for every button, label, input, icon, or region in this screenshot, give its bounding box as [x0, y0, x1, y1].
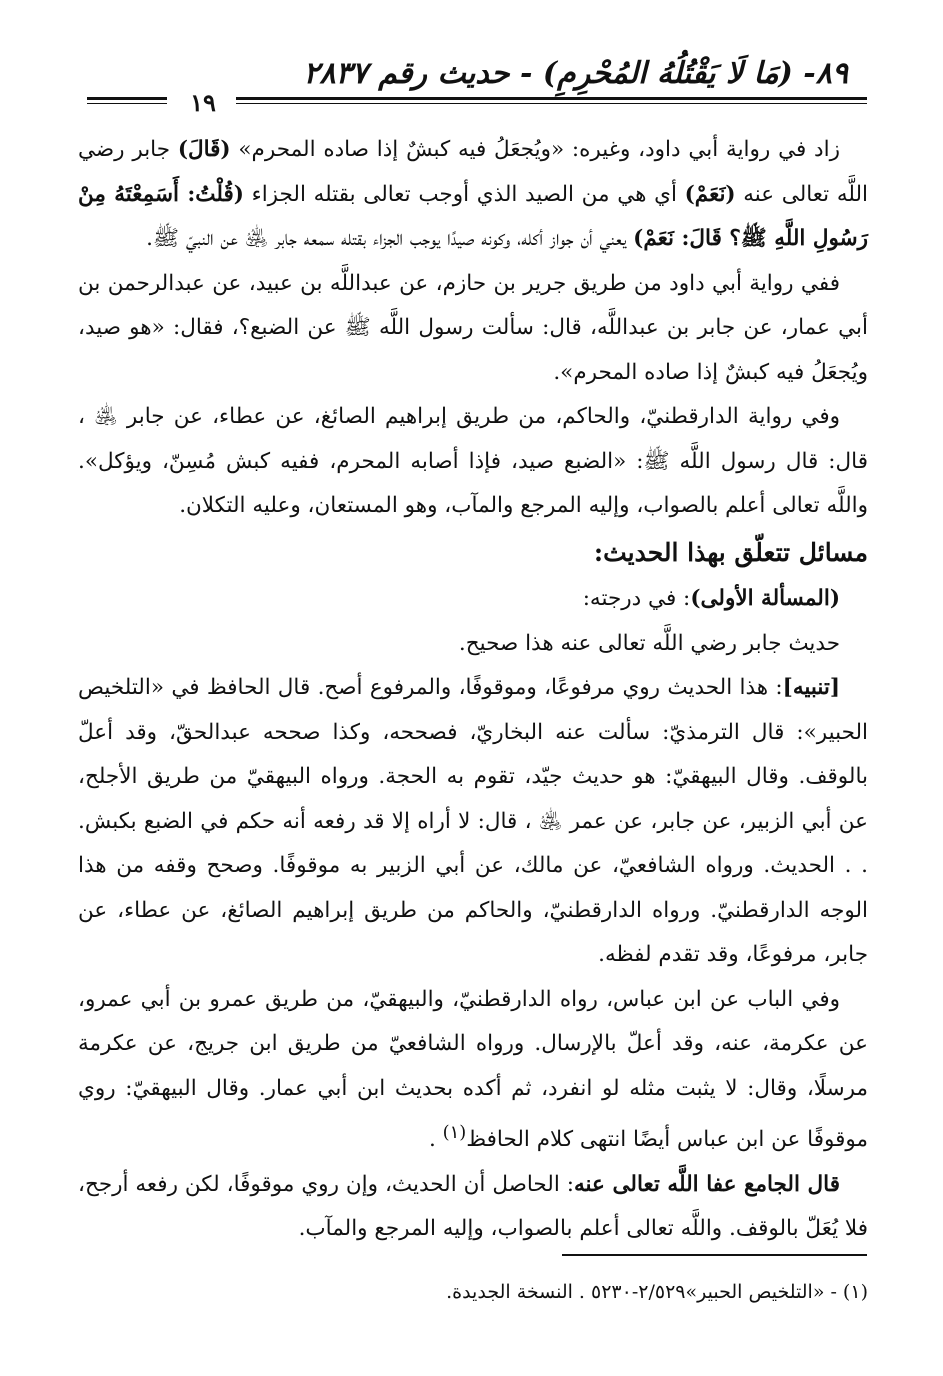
text-run: يعني أن جواز أكله، وكونه صيدًا يوجب الجزاء بقتله سمعه جابر ﵁ عن النبيّ ﷺ.	[146, 226, 634, 251]
header-rule-long-lower	[236, 103, 867, 104]
footnote-marker: (١)	[442, 1122, 467, 1143]
paragraph-2: ففي رواية أبي داود من طريق جرير بن حازم، عن عبداللَّه بن عبيد، عن عبدالرحمن بن أبي عمار، عن جابر بن عبداللَّه، قال: سألت رسول اللَّه ﷺ عن الضبع؟، فقال: «هو صيد، ويُجعَلُ فيه كبشٌ إذا صاده المحرم».	[78, 270, 868, 385]
text-run: جابر رضي اللَّه تعالى عنه	[78, 137, 868, 207]
bold-run: (قَالَ)	[177, 137, 231, 162]
text-run: زاد في رواية أبي داود، وغيره: «ويُجعَلُ فيه كبشٌ إذا صاده المحرم»	[230, 137, 840, 162]
paragraph-1	[78, 128, 868, 262]
text-run: وفي الباب عن ابن عباس، رواه الدارقطنيّ، والبيهقيّ، من طريق عمرو بن أبي عمرو، عن عكرمة، عنه، وقد أعلّ بالإرسال. ورواه الشافعيّ من طريق ابن جريج، عن عكرمة مرسلًا، وقال: لا يثبت مثله لو انفرد، ثم أكده بحديث ابن أبي عمار. وقال البيهقيّ: روي موقوفًا عن ابن عباس أيضًا انتهى كلام الحافظ	[78, 986, 868, 1153]
bold-run: (قُلْتُ: أَسَمِعْتَهُ مِنْ رَسُولِ اللَّهِ ﷺ؟ قَالَ: نَعَمْ)	[78, 181, 868, 251]
page-number: ١٩	[190, 88, 216, 117]
text-run: .	[428, 1127, 443, 1153]
issue-one	[78, 577, 868, 622]
footnote: (١) - «التلخيص الحبير»٢/٥٢٩-٥٢٣٠ . النسخة الجديدة.	[446, 1281, 868, 1303]
paragraph-3: وفي رواية الدارقطنيّ، والحاكم، من طريق إبراهيم الصائغ، عن عطاء، عن جابر ﵁ ، قال: قال رسول اللَّه ﷺ: «الضبع صيد، فإذا أصابه المحرم، ففيه كبش مُسِنّ، ويؤكل». واللَّه تعالى أعلم بالصواب، وإليه المرجع والمآب، وهو المستعان، وعليه التكلان.	[78, 404, 868, 518]
header-rule-short-lower	[87, 103, 167, 104]
section-heading: مسائل تتعلّق بهذا الحديث:	[593, 537, 868, 567]
paragraph-6	[78, 978, 868, 1163]
main-text	[78, 128, 868, 1252]
text-run: : في درجته:	[582, 586, 691, 611]
text-run: : هذا الحديث روي مرفوعًا، وموقوفًا، والمرفوع أصح. قال الحافظ في «التلخيص الحبير»: قال الترمذيّ: سألت عنه البخاريّ، فصححه، وكذا صححه عبدالحقّ، وقد أعلّ بالوقف. وقال البيهقيّ: هو حديث جيّد، تقوم به الحجة. ورواه البيهقيّ من طريق الأجلح، عن أبي الزبير، عن جابر، عن عمر ﵁ ، قال: لا أراه إلا قد رفعه أنه حكم في الضبع بكبش. . . الحديث. ورواه الشافعيّ، عن مالك، عن أبي الزبير به موقوفًا. وصحح وقفه من هذا الوجه الدارقطنيّ. ورواه الدارقطنيّ، والحاكم من طريق إبراهيم الصائغ، عن عطاء، عن جابر، مرفوعًا، وقد تقدم لفظه.	[78, 675, 868, 967]
paragraph-5	[78, 666, 868, 978]
text-run: : الحاصل أن الحديث، وإن روي موقوفًا، لكن رفعه أرجح، فلا يُعَلّ بالوقف. واللَّه تعالى أعلم بالصواب، وإليه المرجع والمآب.	[78, 1171, 868, 1242]
footnote-divider	[562, 1254, 867, 1256]
header-rule-long	[236, 97, 867, 100]
paragraph-4: حديث جابر رضي اللَّه تعالى عنه هذا صحيح.	[458, 630, 840, 656]
running-header-title: ٨٩- (مَا لَا يَقْتُلُهُ المُحْرِمِ) - حديث رقم ٢٨٣٧	[303, 56, 848, 91]
paragraph-7	[78, 1163, 868, 1252]
bold-run: (المسألة الأولى)	[690, 586, 840, 611]
text-run: أي هي من الصيد الذي أوجب تعالى بقتله الجزاء	[243, 181, 685, 207]
bold-run: (نَعَمْ)	[684, 181, 736, 207]
bold-run: قال الجامع عفا اللَّه تعالى عنه	[574, 1171, 840, 1197]
header-rule-short	[87, 97, 167, 100]
bold-run: [تنبيه]	[782, 675, 840, 700]
